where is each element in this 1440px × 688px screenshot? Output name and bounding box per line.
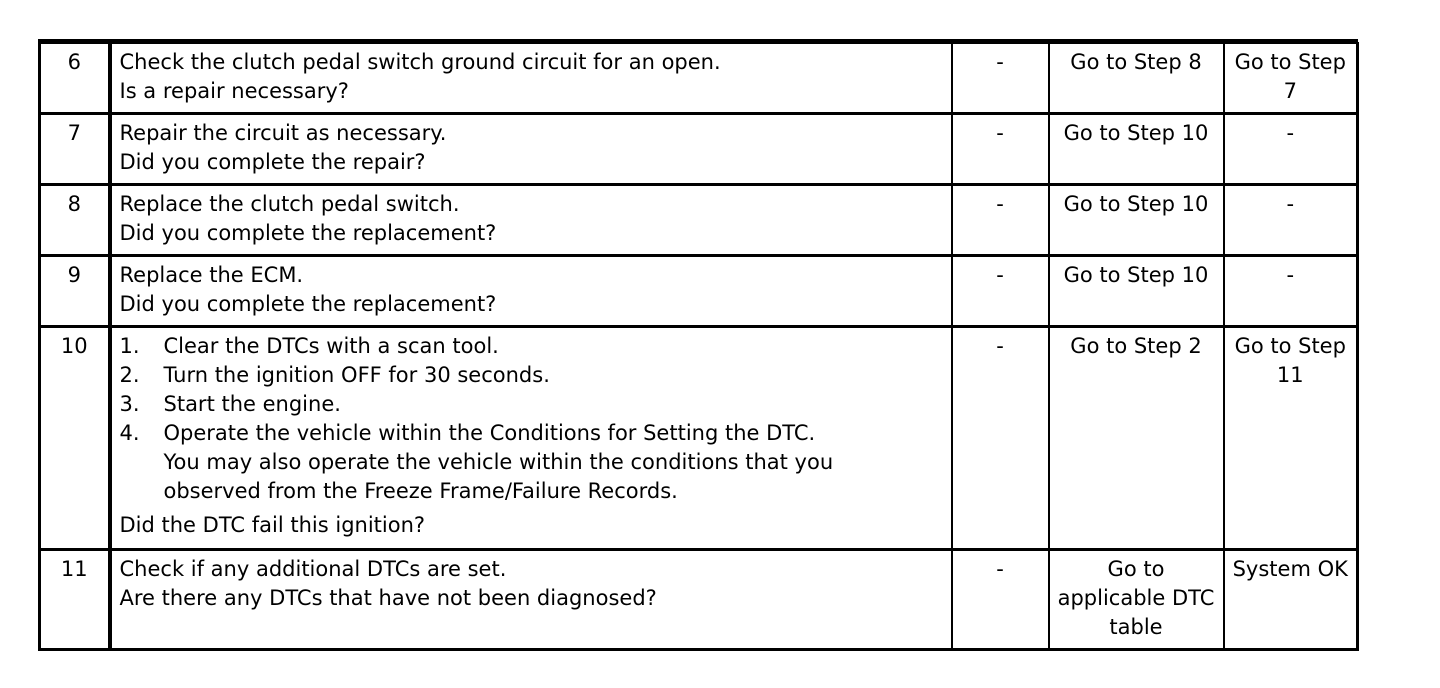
diagnostic-steps-table — [38, 42, 1359, 651]
action-text: Replace the clutch pedal switch. — [119, 192, 460, 216]
step-number: 10 — [40, 327, 110, 550]
table-row — [40, 550, 1358, 650]
action-text: Check the clutch pedal switch ground circuit for an open. — [119, 50, 721, 74]
substep-text: Start the engine. — [163, 392, 341, 416]
step-value: - — [952, 550, 1049, 650]
action-text: Check if any additional DTCs are set. — [119, 557, 507, 581]
step-action — [110, 43, 952, 114]
table-row — [40, 256, 1358, 327]
step-value: - — [952, 43, 1049, 114]
step-yes: Go to Step 10 — [1049, 185, 1224, 256]
step-yes: Go to Step 10 — [1049, 114, 1224, 185]
action-question: Is a repair necessary? — [119, 79, 349, 103]
action-text: Repair the circuit as necessary. — [119, 121, 447, 145]
step-number: 8 — [40, 185, 110, 256]
step-action — [110, 185, 952, 256]
step-value: - — [952, 185, 1049, 256]
step-no: - — [1224, 114, 1358, 185]
step-action — [110, 550, 952, 650]
substep-text: Clear the DTCs with a scan tool. — [163, 334, 499, 358]
substep-item — [120, 361, 947, 390]
action-text: Replace the ECM. — [119, 263, 304, 287]
substep-text: Turn the ignition OFF for 30 seconds. — [163, 363, 550, 387]
step-number: 9 — [40, 256, 110, 327]
step-yes: Go to Step 8 — [1049, 43, 1224, 114]
step-no: Go to Step 11 — [1224, 327, 1358, 550]
action-question: Did you complete the replacement? — [119, 221, 497, 245]
step-no: Go to Step 7 — [1224, 43, 1358, 114]
substep-list — [120, 332, 947, 506]
substep-text: Operate the vehicle within the Conditions for Setting the DTC. — [163, 421, 816, 445]
substep-number: 4. — [119, 421, 140, 445]
table-row — [40, 114, 1358, 185]
step-number: 6 — [40, 43, 110, 114]
substep-item — [120, 419, 947, 506]
action-question: Did you complete the repair? — [119, 150, 426, 174]
step-yes: Go to applicable DTC table — [1049, 550, 1224, 650]
substep-continuation: observed from the Freeze Frame/Failure Records. — [163, 479, 678, 503]
step-yes: Go to Step 10 — [1049, 256, 1224, 327]
step-action — [110, 256, 952, 327]
substep-number: 2. — [119, 363, 140, 387]
step-no: - — [1224, 256, 1358, 327]
substep-number: 3. — [119, 392, 140, 416]
table-row — [40, 327, 1358, 550]
step-no: System OK — [1224, 550, 1358, 650]
step-value: - — [952, 256, 1049, 327]
substep-continuation: You may also operate the vehicle within the conditions that you — [163, 450, 834, 474]
substep-item — [120, 332, 947, 361]
step-value: - — [952, 327, 1049, 550]
step-action — [110, 327, 952, 550]
step-action — [110, 114, 952, 185]
step-no: - — [1224, 185, 1358, 256]
step-value: - — [952, 114, 1049, 185]
substep-item — [120, 390, 947, 419]
step-number: 11 — [40, 550, 110, 650]
step-number: 7 — [40, 114, 110, 185]
action-question: Are there any DTCs that have not been diagnosed? — [119, 586, 657, 610]
step-yes: Go to Step 2 — [1049, 327, 1224, 550]
action-question: Did you complete the replacement? — [119, 292, 497, 316]
table-row — [40, 43, 1358, 114]
table-row — [40, 185, 1358, 256]
action-question: Did the DTC fail this ignition? — [119, 513, 426, 537]
substep-number: 1. — [119, 334, 140, 358]
